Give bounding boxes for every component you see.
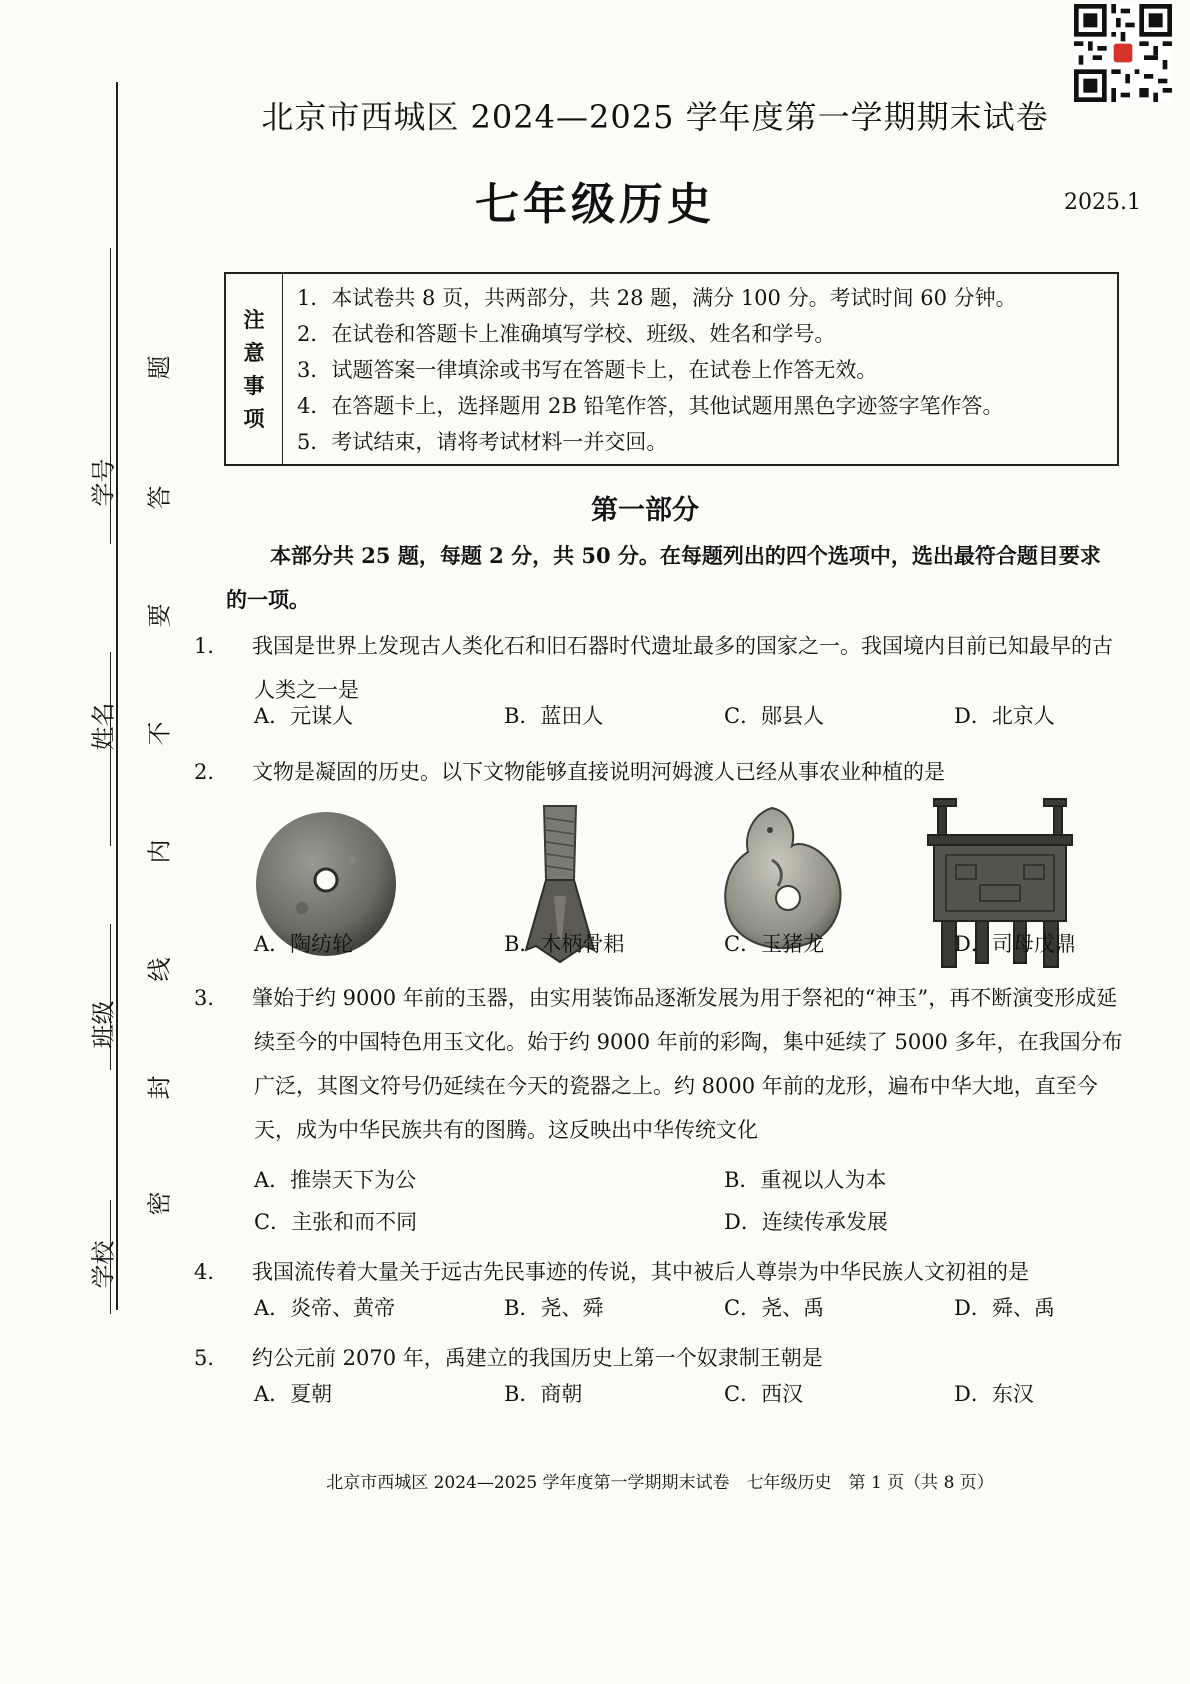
field-label-school: 学校 [89, 1240, 118, 1289]
question-text: 肇始于约 9000 年前的玉器，由实用装饰品逐渐发展为用于祭祀的“神玉”，再不断演变形成延续至今的中国特色用玉文化。始于约 9000 年前的彩陶，集中延续了 5000 多年，在我国分布广泛，其图文符号仍延续在今天的瓷器之上。约 8000 年前的龙形，遍布中华大地，直至今天，成为中华民族共有的图腾。这反映出中华传统文化 [252, 986, 1123, 1142]
seal-char: 密 [145, 1191, 174, 1216]
qr-code-icon [1074, 4, 1172, 102]
notice-item: 4．在答题卡上，选择题用 2B 铅笔作答，其他试题用黑色字迹签字笔作答。 [297, 394, 1004, 418]
option-c[interactable]: C．玉猪龙 [724, 932, 825, 956]
notice-item: 2．在试卷和答题卡上准确填写学校、班级、姓名和学号。 [297, 322, 836, 346]
section-intro: 本部分共 25 题，每题 2 分，共 50 分。在每题列出的四个选项中，选出最符合题目要求的一项。 [226, 543, 1101, 612]
option-d[interactable]: D．东汉 [954, 1382, 1034, 1406]
question-4: 4． 我国流传着大量关于远古先民事迹的传说，其中被后人尊崇为中华民族人文初祖的是 [194, 1260, 1029, 1284]
option-c[interactable]: C．尧、禹 [724, 1296, 825, 1320]
question-2-options [254, 928, 1124, 968]
option-b[interactable]: B．重视以人为本 [724, 1168, 887, 1192]
question-5: 5． 约公元前 2070 年，禹建立的我国历史上第一个奴隶制王朝是 [194, 1346, 823, 1370]
notice-heading: 注 意 事 项 [226, 274, 283, 464]
binding-line [116, 82, 118, 1310]
question-1-options [254, 700, 1124, 740]
option-b[interactable]: B．蓝田人 [504, 704, 604, 728]
question-3-options-row2 [254, 1206, 1124, 1246]
option-b[interactable]: B．尧、舜 [504, 1296, 604, 1320]
question-3: 3． 肇始于约 9000 年前的玉器，由实用装饰品逐渐发展为用于祭祀的“神玉”，再不断演变形成延续至今的中国特色用玉文化。始于约 9000 年前的彩陶，集中延续了 5000 多年，在我国分布广泛，其图文符号仍延续在今天的瓷器之上。约 8000 年前的龙形，遍布中华大地，直至今天，成为中华民族共有的图腾。这反映出中华传统文化 [194, 986, 1123, 1142]
notice-box [224, 272, 1119, 466]
option-b[interactable]: B．木柄骨耜 [504, 932, 625, 956]
field-label-student-id: 学号 [89, 458, 118, 507]
field-label-class: 班级 [89, 1000, 118, 1049]
option-a[interactable]: A．推崇天下为公 [254, 1168, 417, 1192]
question-1: 1． 我国是世界上发现古人类化石和旧石器时代遗址最多的国家之一。我国境内目前已知最早的古人类之一是 [194, 634, 1113, 702]
seal-char: 线 [145, 957, 174, 982]
notice-item: 5．考试结束，请将考试材料一并交回。 [297, 430, 668, 454]
notice-item: 3．试题答案一律填涂或书写在答题卡上，在试卷上作答无效。 [297, 358, 878, 382]
option-d[interactable]: D．司母戊鼎 [954, 932, 1076, 956]
seal-char: 题 [145, 355, 174, 380]
exam-date: 2025.1 [1064, 190, 1141, 215]
question-3-options-row1 [254, 1164, 1124, 1204]
option-a[interactable]: A．陶纺轮 [254, 932, 354, 956]
exam-title: 北京市西城区 2024—2025 学年度第一学期期末试卷 [261, 98, 1049, 136]
option-d[interactable]: D．北京人 [954, 704, 1055, 728]
option-b[interactable]: B．商朝 [504, 1382, 583, 1406]
option-c[interactable]: C．郧县人 [724, 704, 825, 728]
seal-char: 答 [145, 485, 174, 510]
option-a[interactable]: A．夏朝 [254, 1382, 333, 1406]
subject-title: 七年级历史 [475, 179, 715, 230]
option-d[interactable]: D．舜、禹 [954, 1296, 1055, 1320]
question-text: 文物是凝固的历史。以下文物能够直接说明河姆渡人已经从事农业种植的是 [252, 760, 945, 784]
seal-char: 不 [145, 721, 174, 746]
section-title: 第一部分 [591, 495, 699, 526]
question-5-options [254, 1378, 1124, 1418]
field-label-name: 姓名 [89, 702, 118, 751]
notice-item: 1．本试卷共 8 页，共两部分，共 28 题，满分 100 分。考试时间 60 分钟。 [297, 286, 1017, 310]
option-a[interactable]: A．炎帝、黄帝 [254, 1296, 396, 1320]
option-c[interactable]: C．西汉 [724, 1382, 804, 1406]
option-a[interactable]: A．元谋人 [254, 704, 354, 728]
notice-list [283, 274, 1017, 464]
seal-char: 内 [145, 839, 174, 864]
question-text: 约公元前 2070 年，禹建立的我国历史上第一个奴隶制王朝是 [252, 1346, 823, 1370]
seal-char: 要 [145, 603, 174, 628]
question-4-options [254, 1292, 1124, 1332]
question-text: 我国是世界上发现古人类化石和旧石器时代遗址最多的国家之一。我国境内目前已知最早的古人类之一是 [252, 634, 1113, 702]
seal-char: 封 [145, 1075, 174, 1100]
page-footer: 北京市西城区 2024—2025 学年度第一学期期末试卷 七年级历史 第 1 页（共 8 页） [326, 1473, 994, 1493]
question-text: 我国流传着大量关于远古先民事迹的传说，其中被后人尊崇为中华民族人文初祖的是 [252, 1260, 1029, 1284]
option-c[interactable]: C．主张和而不同 [254, 1210, 418, 1234]
option-d[interactable]: D．连续传承发展 [724, 1210, 888, 1234]
question-2: 2． 文物是凝固的历史。以下文物能够直接说明河姆渡人已经从事农业种植的是 [194, 760, 945, 784]
